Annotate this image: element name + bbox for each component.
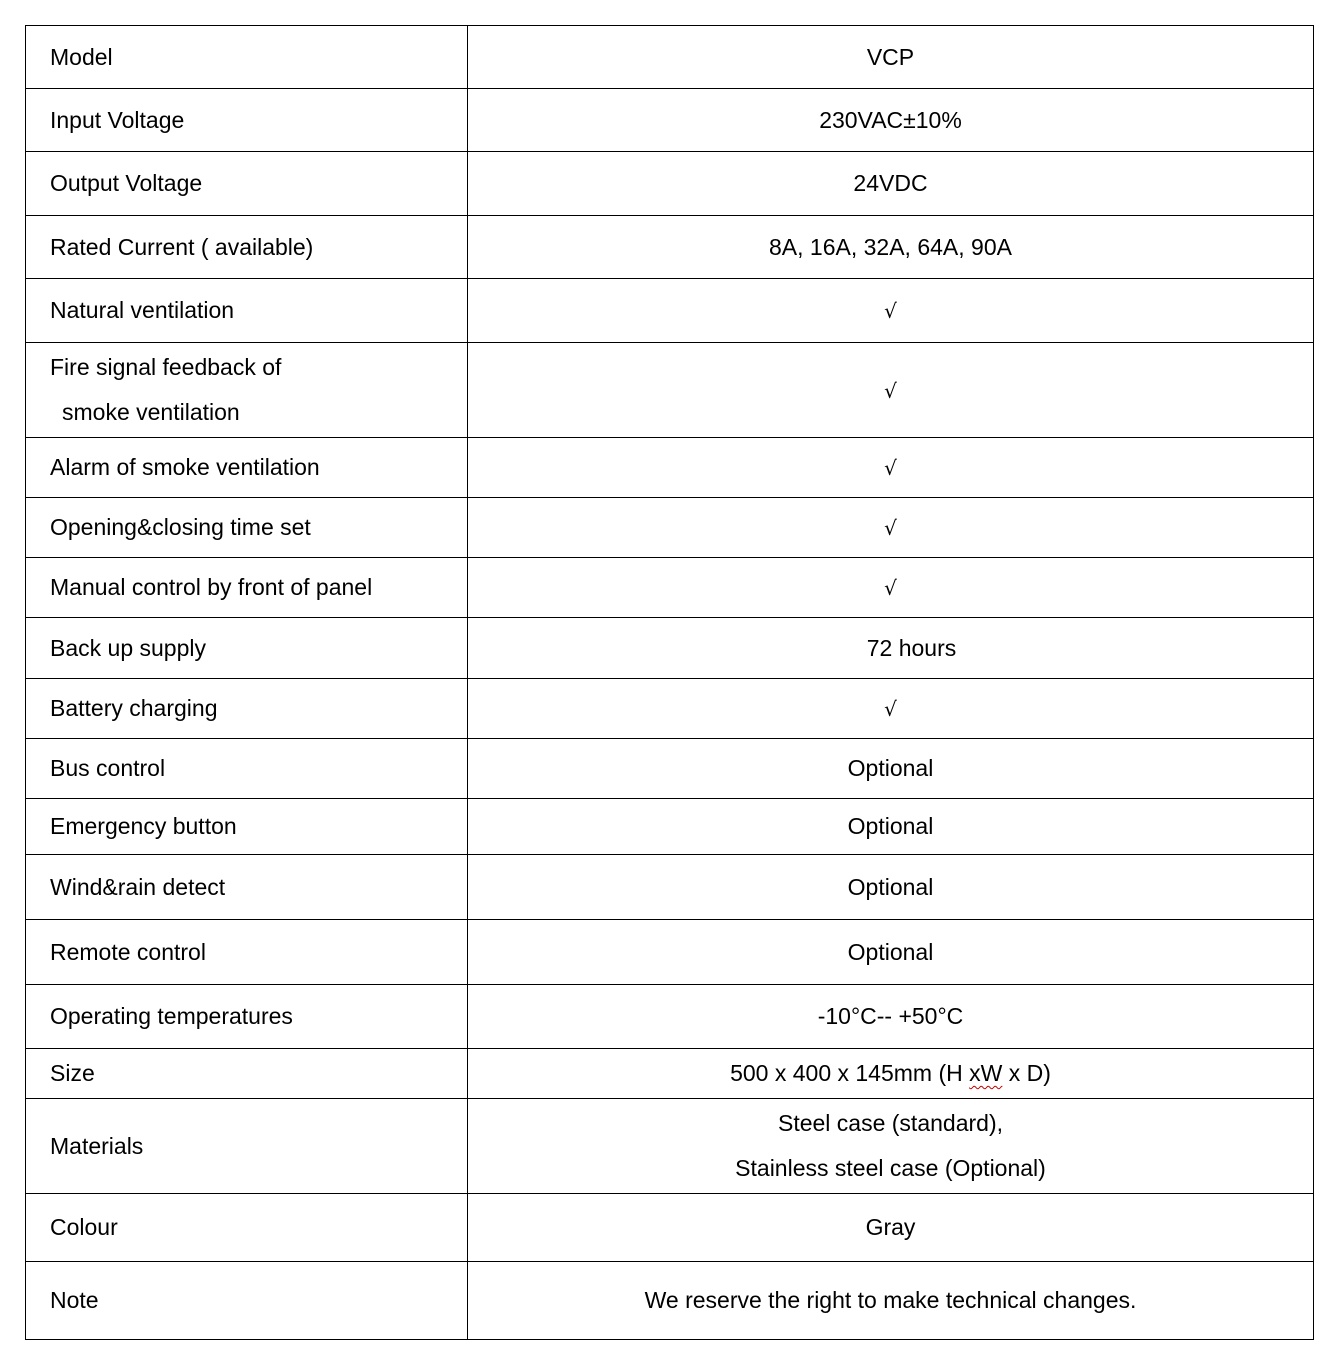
table-row bbox=[26, 618, 1314, 679]
row-label: Input Voltage bbox=[26, 89, 468, 152]
row-label: Alarm of smoke ventilation bbox=[26, 438, 468, 498]
table-row bbox=[26, 558, 1314, 618]
row-value: Optional bbox=[468, 920, 1314, 985]
checkmark-icon: √ bbox=[884, 299, 897, 323]
row-value: We reserve the right to make technical changes. bbox=[468, 1262, 1314, 1340]
spec-table bbox=[25, 25, 1314, 1340]
checkmark-icon: √ bbox=[884, 576, 897, 600]
checkmark-icon: √ bbox=[884, 697, 897, 721]
table-row bbox=[26, 498, 1314, 558]
checkmark-icon: √ bbox=[884, 516, 897, 540]
table-row bbox=[26, 438, 1314, 498]
row-label: Remote control bbox=[26, 920, 468, 985]
row-label: Battery charging bbox=[26, 679, 468, 739]
row-label: Wind&rain detect bbox=[26, 855, 468, 920]
row-value-line: Steel case (standard), bbox=[777, 1110, 1003, 1136]
table-row bbox=[26, 855, 1314, 920]
row-value: Optional bbox=[468, 739, 1314, 799]
table-row bbox=[26, 1194, 1314, 1262]
size-value-suffix: x D) bbox=[1002, 1060, 1051, 1086]
row-value: 24VDC bbox=[468, 152, 1314, 216]
row-label: Output Voltage bbox=[26, 152, 468, 216]
row-label: Size bbox=[26, 1049, 468, 1099]
row-label bbox=[26, 343, 468, 438]
row-value: 72 hours bbox=[468, 618, 1314, 679]
row-label: Model bbox=[26, 26, 468, 89]
table-row bbox=[26, 216, 1314, 279]
table-row bbox=[26, 739, 1314, 799]
row-value: 230VAC±10% bbox=[468, 89, 1314, 152]
row-label: Colour bbox=[26, 1194, 468, 1262]
table-row bbox=[26, 985, 1314, 1049]
row-value-line: Stainless steel case (Optional) bbox=[735, 1155, 1046, 1181]
table-row bbox=[26, 152, 1314, 216]
row-label: Materials bbox=[26, 1099, 468, 1194]
table-row bbox=[26, 1099, 1314, 1194]
row-value: VCP bbox=[468, 26, 1314, 89]
row-value: Optional bbox=[468, 799, 1314, 855]
row-label-line: Fire signal feedback of bbox=[50, 354, 282, 380]
checkmark-icon: √ bbox=[884, 378, 897, 403]
row-label: Manual control by front of panel bbox=[26, 558, 468, 618]
row-label-line: smoke ventilation bbox=[62, 399, 240, 425]
table-row bbox=[26, 89, 1314, 152]
checkmark-icon: √ bbox=[884, 456, 897, 480]
row-label: Back up supply bbox=[26, 618, 468, 679]
row-label: Emergency button bbox=[26, 799, 468, 855]
table-row bbox=[26, 26, 1314, 89]
table-row bbox=[26, 343, 1314, 438]
row-label: Rated Current ( available) bbox=[26, 216, 468, 279]
row-label: Operating temperatures bbox=[26, 985, 468, 1049]
spellcheck-flagged-text: xW bbox=[969, 1060, 1003, 1086]
table-row bbox=[26, 920, 1314, 985]
row-value bbox=[468, 1099, 1314, 1194]
table-row bbox=[26, 799, 1314, 855]
row-value: -10°C-- +50°C bbox=[468, 985, 1314, 1049]
table-row bbox=[26, 279, 1314, 343]
row-value: Gray bbox=[468, 1194, 1314, 1262]
table-row bbox=[26, 679, 1314, 739]
row-label: Natural ventilation bbox=[26, 279, 468, 343]
row-value bbox=[468, 1049, 1314, 1099]
table-row bbox=[26, 1049, 1314, 1099]
row-label: Bus control bbox=[26, 739, 468, 799]
row-value: 8A, 16A, 32A, 64A, 90A bbox=[468, 216, 1314, 279]
row-value: Optional bbox=[468, 855, 1314, 920]
row-label: Note bbox=[26, 1262, 468, 1340]
row-label: Opening&closing time set bbox=[26, 498, 468, 558]
size-value-prefix: 500 x 400 x 145mm (H bbox=[730, 1060, 970, 1086]
table-row bbox=[26, 1262, 1314, 1340]
